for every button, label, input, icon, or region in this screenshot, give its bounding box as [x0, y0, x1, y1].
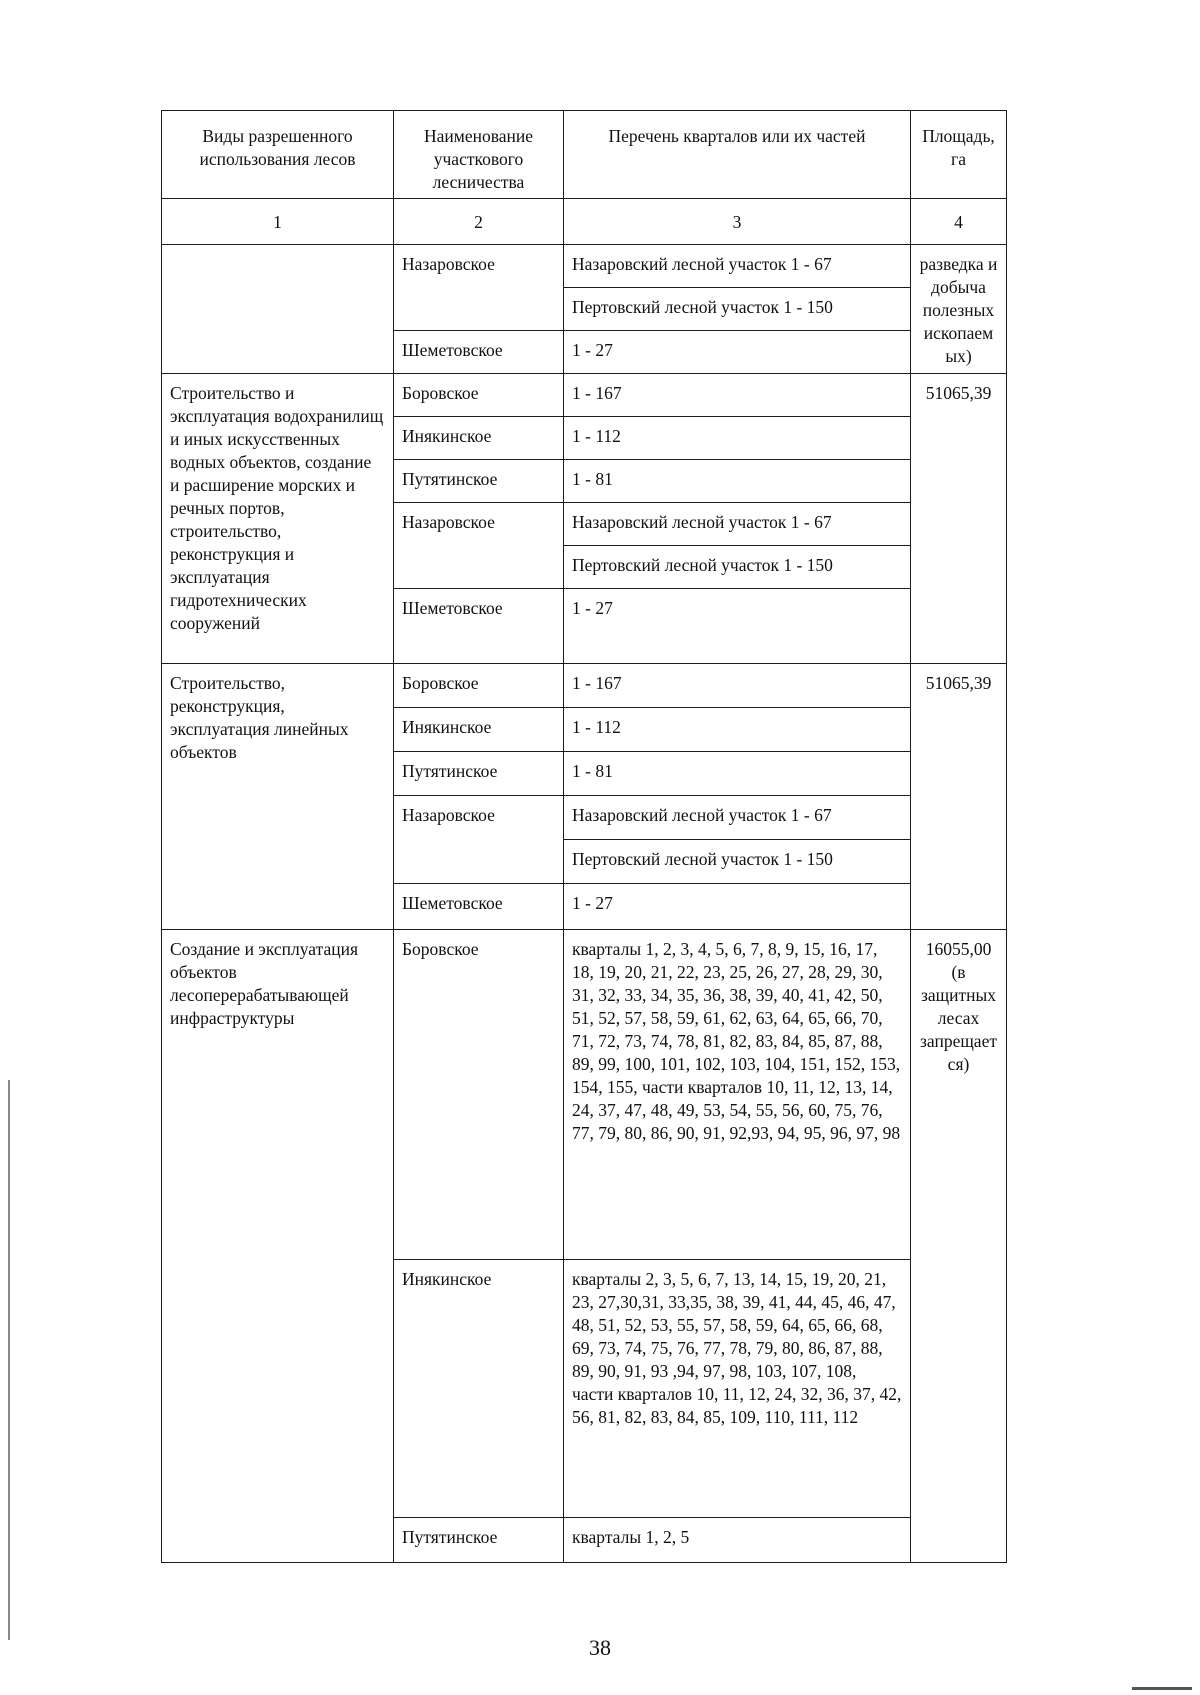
area-cell: 51065,39: [911, 374, 1007, 664]
quarters-cell: кварталы 1, 2, 3, 4, 5, 6, 7, 8, 9, 15, 16, 17, 18, 19, 20, 21, 22, 23, 25, 26, 27, 28, 29, 30, 31, 32, 33, 34, 35, 36, 38, 39, 40, 41, 42, 50, 51, 52, 57, 58, 59, 61, 62, 63, 64, 65, 66, 70, 71, 72, 73, 74, 78, 81, 82, 83, 84, 85, 87, 88, 89, 99, 100, 101, 102, 103, 104, 151, 152, 153, 154, 155, части кварталов 10, 11, 12, 13, 14, 24, 37, 47, 48, 49, 53, 54, 55, 56, 60, 75, 76, 77, 79, 80, 86, 90, 91, 92,93, 94, 95, 96, 97, 98: [564, 930, 911, 1260]
activity-cell: Создание и эксплуатация объектов лесоперерабатывающей инфраструктуры: [162, 930, 394, 1563]
quarters-cell: 1 - 81: [564, 752, 911, 796]
quarters-cell: Пертовский лесной участок 1 - 150: [564, 288, 911, 331]
forestry-name-cell: Назаровское: [394, 503, 564, 589]
forestry-name-cell: Шеметовское: [394, 331, 564, 374]
column-number: 2: [394, 199, 564, 245]
area-cell: разведка и добыча полезных ископаемых): [911, 245, 1007, 374]
forest-use-table: [161, 110, 1007, 1563]
forestry-name-cell: Инякинское: [394, 708, 564, 752]
quarters-cell: 1 - 27: [564, 589, 911, 664]
forestry-name-cell: Шеметовское: [394, 884, 564, 930]
activity-cell: Строительство и эксплуатация водохранилищ и иных искусственных водных объектов, создание и расширение морских и речных портов, строительство, реконструкция и эксплуатация гидротехнических сооружений: [162, 374, 394, 664]
quarters-cell: 1 - 167: [564, 374, 911, 417]
forestry-name-cell: Путятинское: [394, 1518, 564, 1563]
quarters-cell: Назаровский лесной участок 1 - 67: [564, 503, 911, 546]
forestry-name-cell: Путятинское: [394, 460, 564, 503]
quarters-cell: 1 - 167: [564, 664, 911, 708]
forestry-name-cell: Назаровское: [394, 245, 564, 331]
column-number: 3: [564, 199, 911, 245]
quarters-cell: Назаровский лесной участок 1 - 67: [564, 245, 911, 288]
scan-corner-mark: [1132, 1687, 1192, 1690]
header-quarters-list: Перечень кварталов или их частей: [564, 111, 911, 199]
scan-margin-line: [8, 1080, 10, 1640]
forestry-name-cell: Боровское: [394, 664, 564, 708]
forestry-name-cell: Шеметовское: [394, 589, 564, 664]
quarters-cell: кварталы 2, 3, 5, 6, 7, 13, 14, 15, 19, 20, 21, 23, 27,30,31, 33,35, 38, 39, 41, 44, 45, 46, 47, 48, 51, 52, 53, 55, 57, 58, 59, 64, 65, 66, 68, 69, 73, 74, 75, 76, 77, 78, 79, 80, 86, 87, 88, 89, 90, 91, 93 ,94, 97, 98, 103, 107, 108, части кварталов 10, 11, 12, 24, 32, 36, 37, 42, 56, 81, 82, 83, 84, 85, 109, 110, 111, 112: [564, 1260, 911, 1518]
activity-cell: [162, 245, 394, 374]
forestry-name-cell: Путятинское: [394, 752, 564, 796]
forestry-name-cell: Боровское: [394, 374, 564, 417]
table-row: [162, 374, 1007, 417]
forestry-name-cell: Боровское: [394, 930, 564, 1260]
quarters-cell: Назаровский лесной участок 1 - 67: [564, 796, 911, 840]
header-area: Площадь, га: [911, 111, 1007, 199]
quarters-cell: 1 - 27: [564, 884, 911, 930]
table-header-row: [162, 111, 1007, 199]
activity-cell: Строительство, реконструкция, эксплуатация линейных объектов: [162, 664, 394, 930]
column-number: 4: [911, 199, 1007, 245]
quarters-cell: 1 - 27: [564, 331, 911, 374]
quarters-cell: 1 - 112: [564, 417, 911, 460]
page-number: 38: [589, 1635, 611, 1660]
quarters-cell: Пертовский лесной участок 1 - 150: [564, 546, 911, 589]
quarters-cell: 1 - 81: [564, 460, 911, 503]
table-row: [162, 664, 1007, 708]
header-forestry-name: Наименование участкового лесничества: [394, 111, 564, 199]
column-number-row: [162, 199, 1007, 245]
forestry-name-cell: Назаровское: [394, 796, 564, 884]
column-number: 1: [162, 199, 394, 245]
forestry-name-cell: Инякинское: [394, 417, 564, 460]
area-cell: 51065,39: [911, 664, 1007, 930]
area-cell: 16055,00 (в защитных лесах запрещается): [911, 930, 1007, 1563]
forestry-name-cell: Инякинское: [394, 1260, 564, 1518]
quarters-cell: Пертовский лесной участок 1 - 150: [564, 840, 911, 884]
quarters-cell: кварталы 1, 2, 5: [564, 1518, 911, 1563]
table-row: [162, 245, 1007, 288]
quarters-cell: 1 - 112: [564, 708, 911, 752]
header-activity-type: Виды разрешенного использования лесов: [162, 111, 394, 199]
table-row: [162, 930, 1007, 1260]
